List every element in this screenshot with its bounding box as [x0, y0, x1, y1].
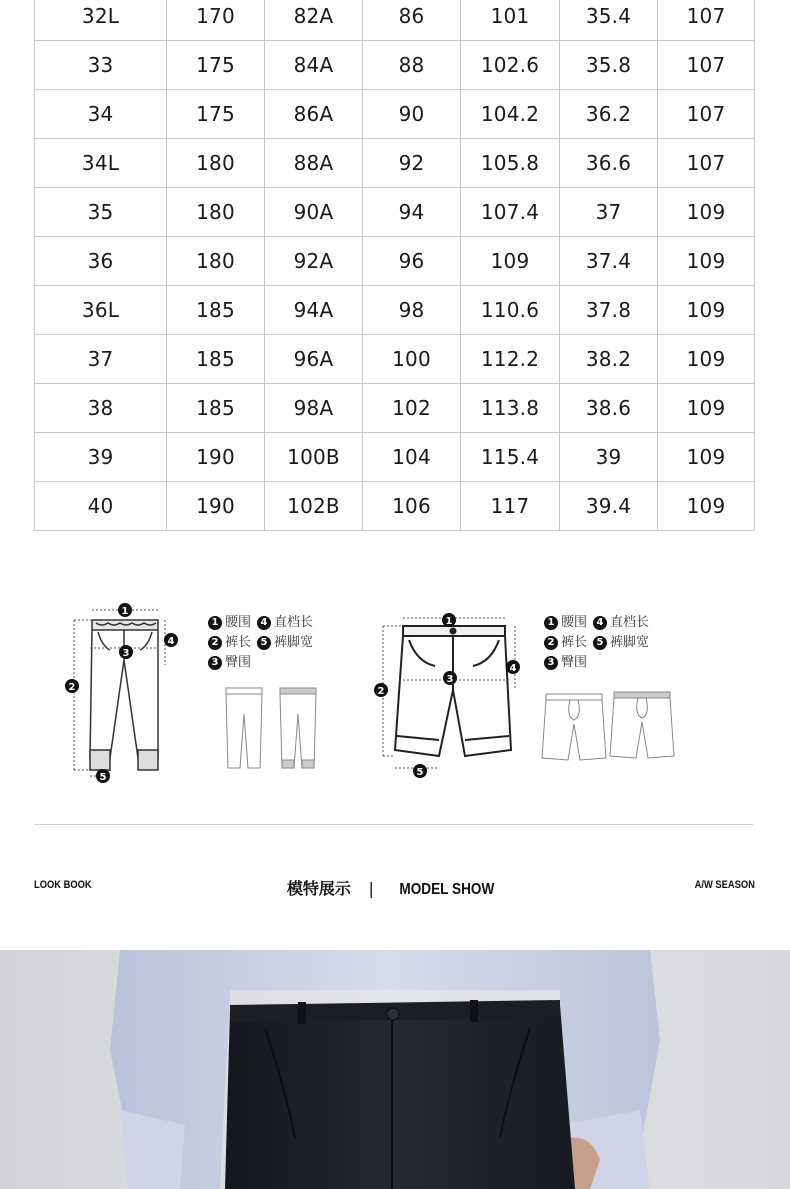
- table-cell: 107: [658, 139, 755, 188]
- legend-number: 4: [257, 616, 271, 630]
- lookbook-right-label: A/W SEASON: [694, 879, 755, 891]
- legend-item: [208, 633, 251, 653]
- measure-legend-left: [208, 613, 313, 673]
- table-cell: 36.6: [560, 139, 658, 188]
- table-cell: 107: [658, 0, 755, 41]
- table-cell: 102: [363, 384, 461, 433]
- shorts-thumbnails: [540, 688, 680, 766]
- table-cell: 92A: [265, 237, 363, 286]
- legend-item: [593, 633, 649, 653]
- table-cell: 185: [167, 384, 265, 433]
- table-cell: 113.8: [461, 384, 560, 433]
- table-cell: 117: [461, 482, 560, 531]
- table-cell: 86: [363, 0, 461, 41]
- lookbook-left-label: LOOK BOOK: [34, 879, 92, 891]
- table-cell: 96A: [265, 335, 363, 384]
- table-cell: 38.2: [560, 335, 658, 384]
- table-cell: 109: [658, 237, 755, 286]
- table-cell: 88A: [265, 139, 363, 188]
- lookbook-title-en: MODEL SHOW: [399, 881, 495, 898]
- table-cell: 35: [35, 188, 167, 237]
- table-cell: 38.6: [560, 384, 658, 433]
- table-row: [35, 335, 755, 384]
- table-cell: 34: [35, 90, 167, 139]
- size-table: [34, 0, 755, 531]
- measurement-diagrams: [0, 590, 790, 790]
- legend-number: 1: [208, 616, 222, 630]
- table-cell: 112.2: [461, 335, 560, 384]
- table-cell: 37: [35, 335, 167, 384]
- table-cell: 104.2: [461, 90, 560, 139]
- legend-item: [257, 633, 313, 653]
- legend-item: [544, 633, 587, 653]
- table-row: [35, 433, 755, 482]
- table-cell: 36.2: [560, 90, 658, 139]
- marker-4: 4: [167, 636, 175, 647]
- table-cell: 109: [658, 335, 755, 384]
- table-row: [35, 188, 755, 237]
- table-cell: 37.8: [560, 286, 658, 335]
- table-cell: 101: [461, 0, 560, 41]
- table-cell: 39.4: [560, 482, 658, 531]
- legend-item: [257, 613, 313, 633]
- marker-1: 1: [121, 606, 129, 617]
- table-cell: 190: [167, 433, 265, 482]
- table-cell: 98: [363, 286, 461, 335]
- table-cell: 94A: [265, 286, 363, 335]
- long-pants-thumbnails: [222, 684, 322, 774]
- table-cell: 185: [167, 286, 265, 335]
- table-cell: 170: [167, 0, 265, 41]
- lookbook-title-cn: 模特展示: [286, 879, 351, 898]
- legend-label: 腰围: [225, 615, 252, 630]
- table-cell: 109: [658, 482, 755, 531]
- legend-item: [208, 653, 251, 673]
- table-cell: 109: [658, 433, 755, 482]
- table-cell: 84A: [265, 41, 363, 90]
- table-cell: 115.4: [461, 433, 560, 482]
- long-pants-diagram: [40, 590, 190, 790]
- legend-label: 臀围: [561, 655, 588, 670]
- legend-number: 5: [593, 636, 607, 650]
- legend-number: 3: [544, 656, 558, 670]
- table-cell: 180: [167, 188, 265, 237]
- marker-3: 3: [446, 674, 454, 685]
- legend-label: 裤脚宽: [610, 635, 650, 650]
- table-cell: 96: [363, 237, 461, 286]
- size-table-body: [35, 0, 755, 531]
- legend-item: [544, 613, 587, 633]
- marker-2: 2: [377, 686, 385, 697]
- model-photo: [0, 950, 790, 1189]
- table-cell: 109: [658, 286, 755, 335]
- table-cell: 98A: [265, 384, 363, 433]
- marker-1: 1: [445, 616, 453, 627]
- table-row: [35, 41, 755, 90]
- table-cell: 92: [363, 139, 461, 188]
- legend-label: 腰围: [561, 615, 588, 630]
- table-cell: 90A: [265, 188, 363, 237]
- table-cell: 40: [35, 482, 167, 531]
- table-cell: 107.4: [461, 188, 560, 237]
- table-cell: 37: [560, 188, 658, 237]
- marker-3: 3: [122, 648, 130, 659]
- marker-5: 5: [99, 772, 107, 783]
- legend-number: 4: [593, 616, 607, 630]
- table-row: [35, 139, 755, 188]
- table-cell: 102B: [265, 482, 363, 531]
- legend-label: 裤长: [225, 635, 252, 650]
- legend-label: 裤脚宽: [274, 635, 314, 650]
- table-cell: 102.6: [461, 41, 560, 90]
- table-cell: 106: [363, 482, 461, 531]
- legend-number: 3: [208, 656, 222, 670]
- table-cell: 39: [35, 433, 167, 482]
- shorts-markers: [374, 613, 520, 778]
- table-cell: 180: [167, 139, 265, 188]
- table-cell: 38: [35, 384, 167, 433]
- table-cell: 36L: [35, 286, 167, 335]
- table-row: [35, 237, 755, 286]
- table-cell: 100B: [265, 433, 363, 482]
- table-cell: 86A: [265, 90, 363, 139]
- table-cell: 185: [167, 335, 265, 384]
- marker-2: 2: [68, 682, 76, 693]
- table-cell: 180: [167, 237, 265, 286]
- table-cell: 175: [167, 41, 265, 90]
- marker-5: 5: [416, 767, 424, 778]
- legend-number: 5: [257, 636, 271, 650]
- table-row: [35, 90, 755, 139]
- table-cell: 109: [658, 188, 755, 237]
- table-cell: 100: [363, 335, 461, 384]
- legend-item: [208, 613, 251, 633]
- table-cell: 104: [363, 433, 461, 482]
- table-cell: 107: [658, 41, 755, 90]
- legend-label: 直档长: [274, 615, 314, 630]
- legend-label: 裤长: [561, 635, 588, 650]
- section-divider: [34, 824, 753, 825]
- table-cell: 110.6: [461, 286, 560, 335]
- legend-item: [544, 653, 587, 673]
- table-cell: 36: [35, 237, 167, 286]
- table-cell: 35.8: [560, 41, 658, 90]
- shorts-diagram: [365, 590, 530, 790]
- table-cell: 35.4: [560, 0, 658, 41]
- legend-number: 2: [208, 636, 222, 650]
- table-cell: 90: [363, 90, 461, 139]
- table-cell: 39: [560, 433, 658, 482]
- table-cell: 105.8: [461, 139, 560, 188]
- lookbook-title: [0, 876, 790, 899]
- legend-number: 2: [544, 636, 558, 650]
- table-cell: 175: [167, 90, 265, 139]
- table-row: [35, 0, 755, 41]
- legend-label: 直档长: [610, 615, 650, 630]
- measure-legend-right: [544, 613, 649, 673]
- table-cell: 190: [167, 482, 265, 531]
- table-row: [35, 286, 755, 335]
- table-cell: 109: [461, 237, 560, 286]
- table-cell: 107: [658, 90, 755, 139]
- table-cell: 94: [363, 188, 461, 237]
- legend-number: 1: [544, 616, 558, 630]
- table-cell: 37.4: [560, 237, 658, 286]
- legend-label: 臀围: [225, 655, 252, 670]
- model-photo-illustration: [0, 950, 790, 1189]
- marker-4: 4: [509, 663, 517, 674]
- table-cell: 82A: [265, 0, 363, 41]
- legend-item: [593, 613, 649, 633]
- table-cell: 109: [658, 384, 755, 433]
- table-row: [35, 384, 755, 433]
- table-cell: 88: [363, 41, 461, 90]
- table-cell: 34L: [35, 139, 167, 188]
- table-cell: 32L: [35, 0, 167, 41]
- lookbook-separator: |: [368, 879, 374, 898]
- table-row: [35, 482, 755, 531]
- table-cell: 33: [35, 41, 167, 90]
